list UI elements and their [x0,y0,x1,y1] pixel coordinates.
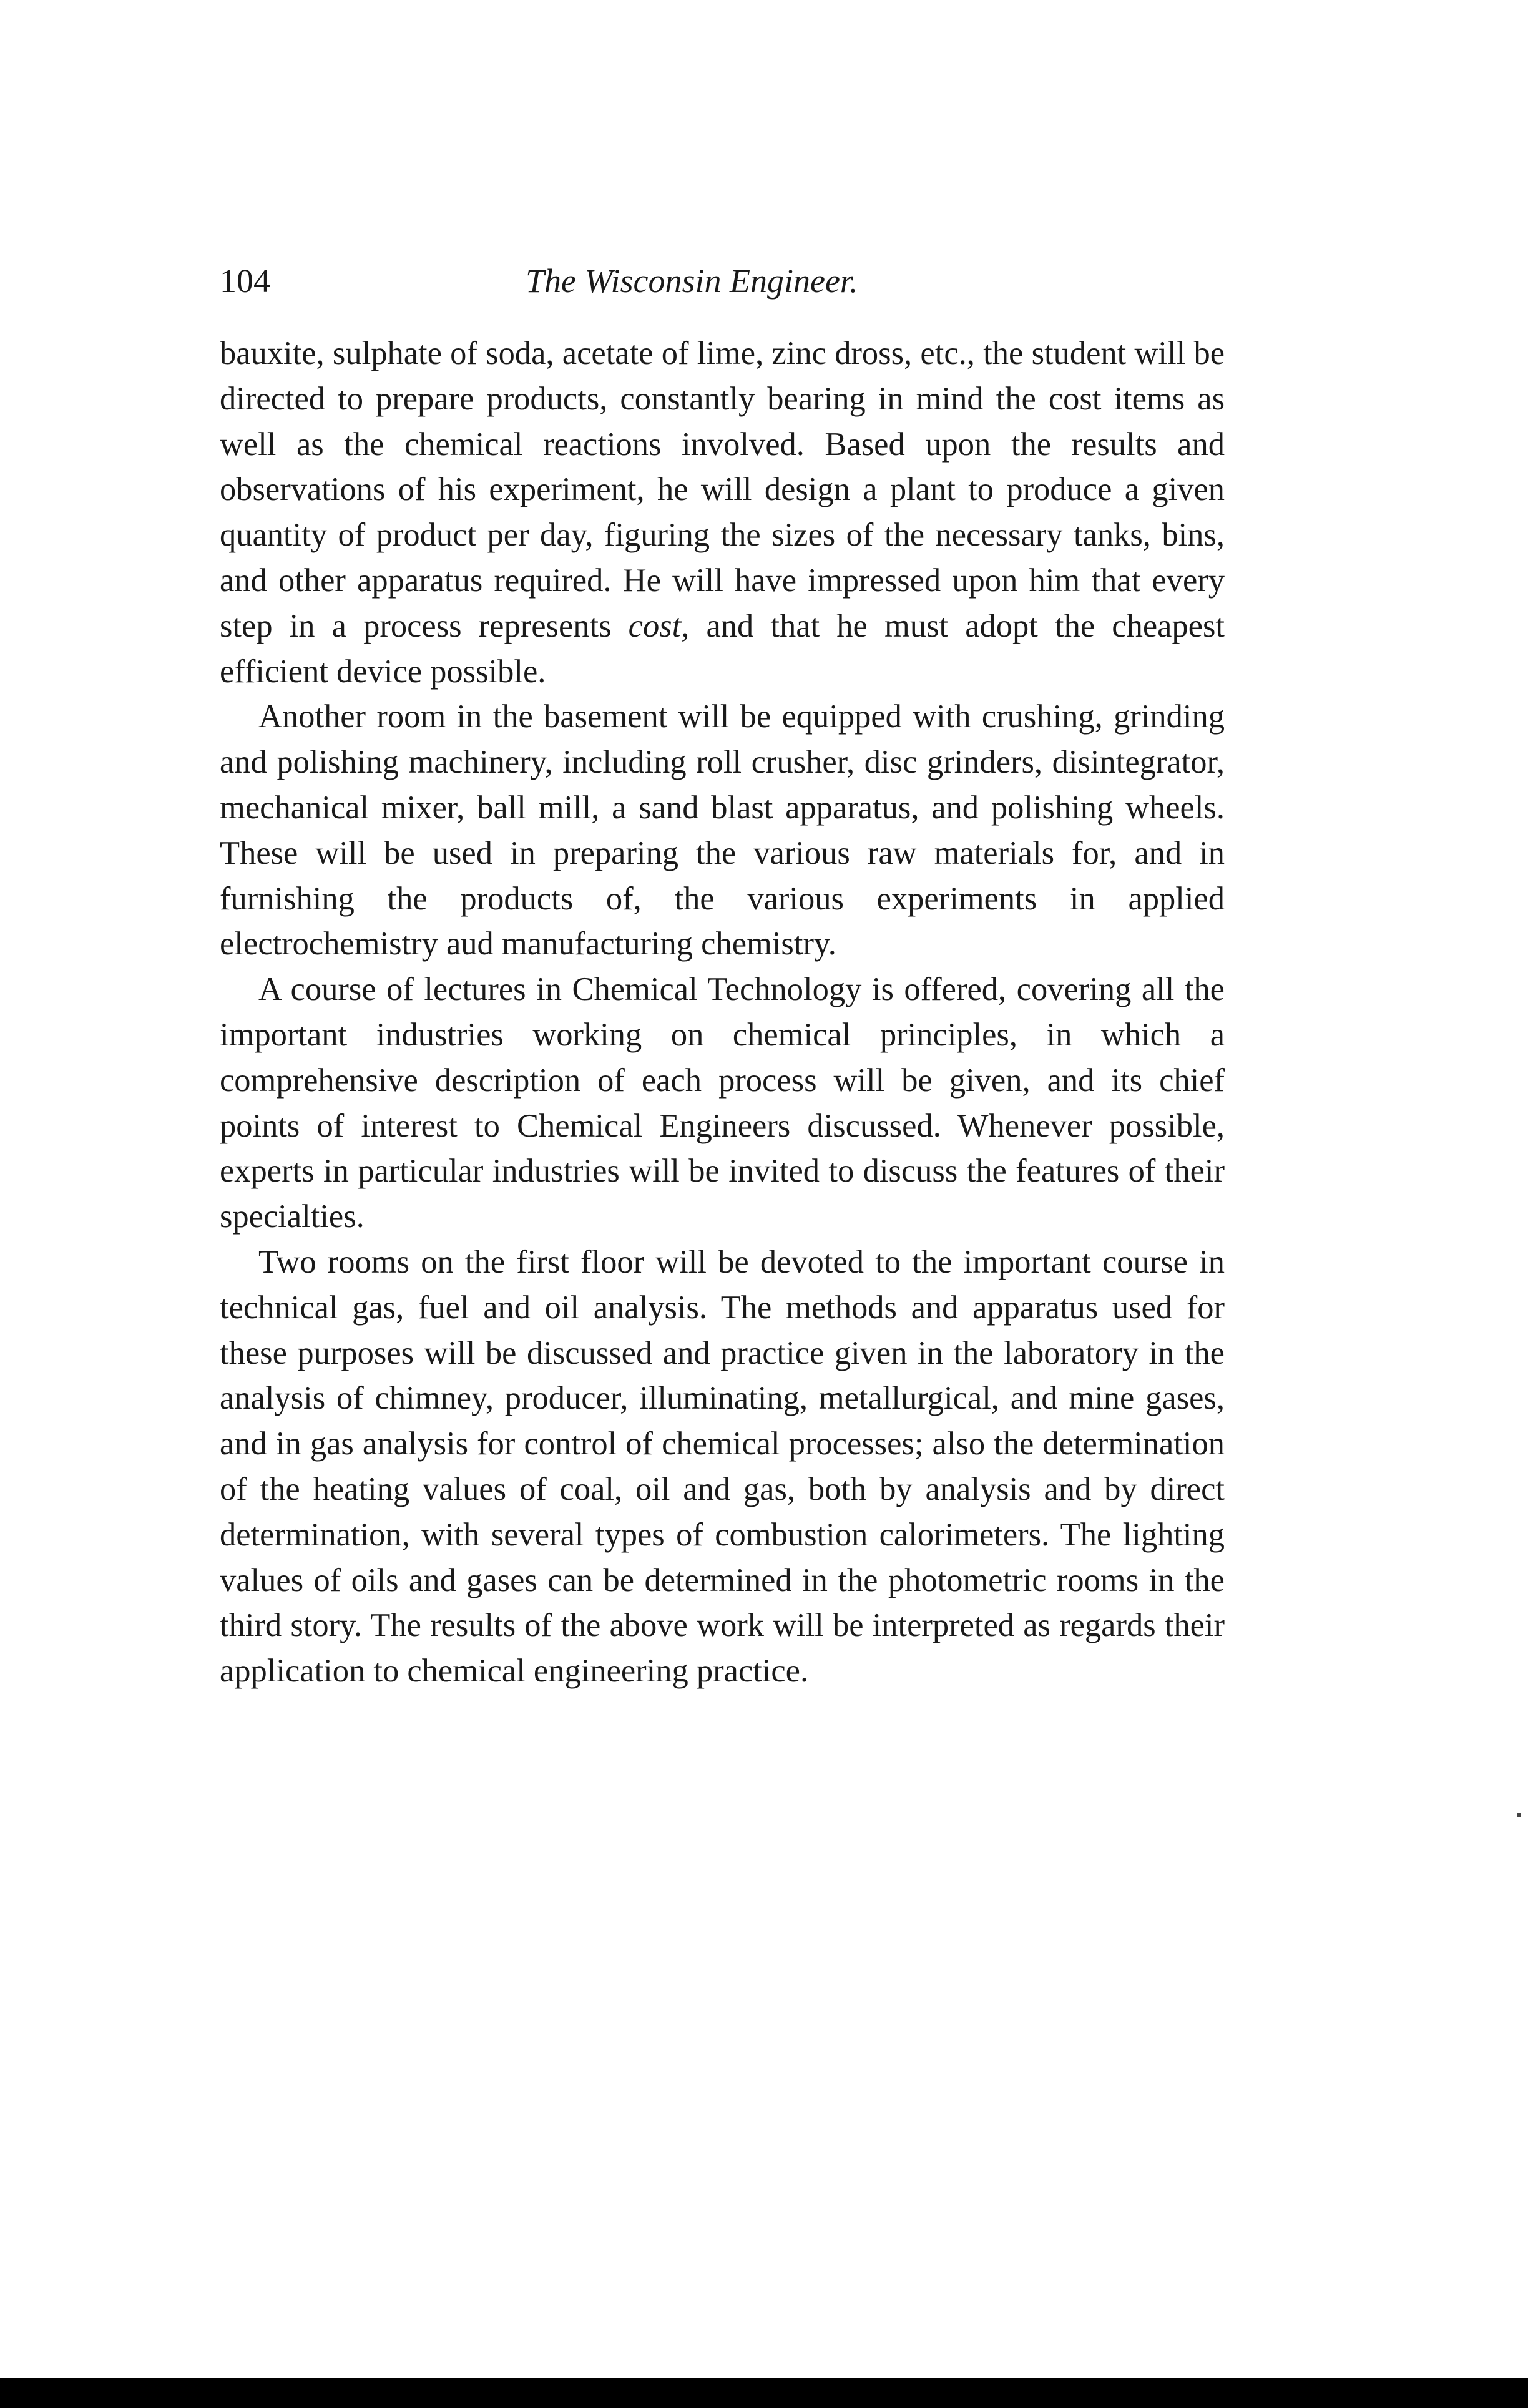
scan-bottom-edge [0,2378,1528,2408]
paragraph-3: A course of lectures in Chemical Technology is offered, covering all the important industries working on chemical principles, in which a comprehensive description of each process will be given, and its chief points of interest to Chemical Engineers discussed. Whenever possible, experts in particular industries will be invited to discuss the features of their specialties. [220,971,1225,1235]
page-number: 104 [220,262,270,300]
running-title: The Wisconsin Engineer. [526,262,858,300]
paragraph-4: Two rooms on the first floor will be devoted to the important course in technical gas, fuel and oil analysis. The methods and apparatus used for these purposes will be discussed and practice given in the laboratory in the analysis of chimney, producer, illuminating, metallurgical, and mine gases, and in gas analysis for control of chemical processes; also the determination of the heating values of coal, oil and gas, both by analysis and by direct determination, with several types of combustion calorimeters. The lighting values of oils and gases can be determined in the photometric rooms in the third story. The results of the above work will be interpreted as regards their application to chemical engineering practice. [220,1243,1225,1690]
paragraph-1 [220,331,1225,694]
paragraph-1-text: bauxite, sulphate of soda, acetate of lime, zinc dross, etc., the student will be directed to prepare products, constantly bearing in mind the cost items as well as the chemical reactions involved. Based upon the results and observations of his experiment, he will design a plant to produce a given quantity of product per day, figuring the sizes of the necessary tanks, bins, and other apparatus required. He will have impressed upon him that every step in a process represents [220,335,1225,644]
article-body [220,331,1225,1694]
page-header [220,253,1225,309]
paragraph-2: Another room in the basement will be equipped with crushing, grinding and polishing machinery, including roll crusher, disc grinders, disintegrator, mechanical mixer, ball mill, a sand blast apparatus, and polishing wheels. These will be used in preparing the various raw materials for, and in furnishing the products of, the various experiments in applied electrochemistry aud manufacturing chemistry. [220,698,1225,962]
scan-speck [1517,1813,1521,1817]
emphasis-cost: cost [628,607,682,644]
paragraph-1-text-end: , and that he must adopt the cheapest efficient device possible. [220,607,1225,690]
